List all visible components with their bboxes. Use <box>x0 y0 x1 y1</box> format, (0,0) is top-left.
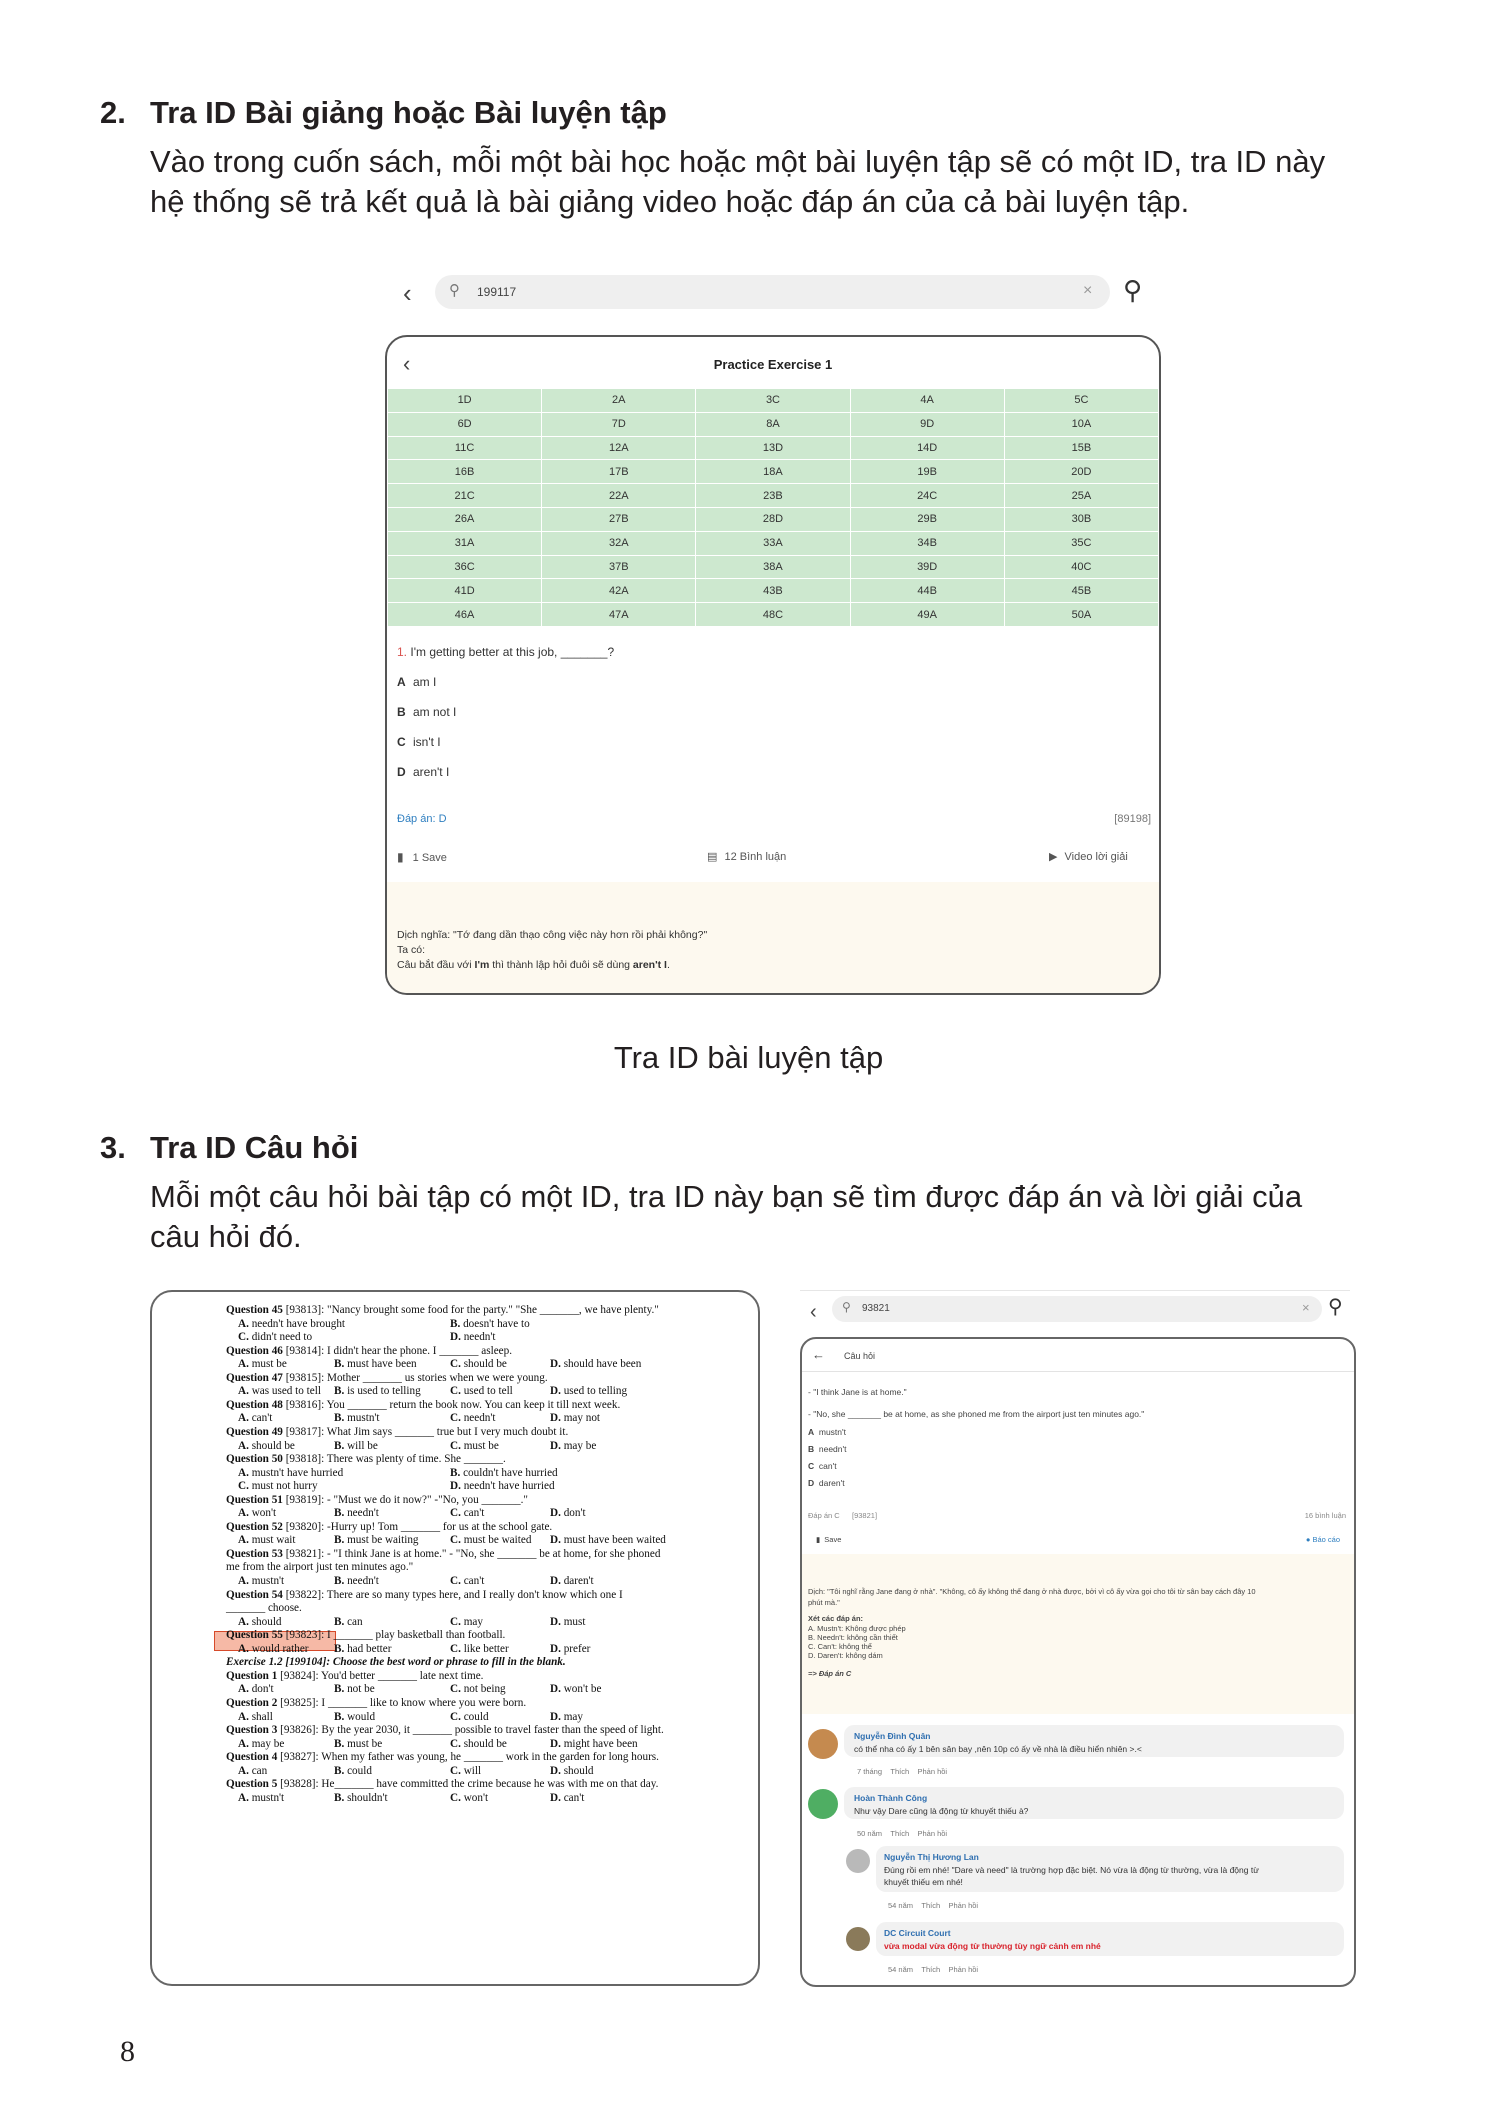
page-number: 8 <box>120 2035 135 2068</box>
question-line: Question 51 [93819]: - "Must we do it now?" -"No, you _______." <box>226 1493 528 1506</box>
search-bar-1 <box>395 275 1155 315</box>
answer-option: D. should <box>550 1764 594 1777</box>
answer-option: C. used to tell <box>450 1385 513 1398</box>
answer-option: D. must have been waited <box>550 1534 666 1547</box>
answer-option: D. may not <box>550 1412 601 1425</box>
answer-option: D. daren't <box>550 1575 594 1587</box>
question-line: Question 4 [93827]: When my father was young, he _______ work in the garden for long hours. <box>226 1751 659 1764</box>
question-line: Question 3 [93826]: By the year 2030, it _______ possible to travel faster than the speed of light. <box>226 1724 664 1737</box>
answer-row <box>388 460 1159 484</box>
answer-cell: 23B <box>696 484 850 508</box>
answer-cell: 25A <box>1004 484 1158 508</box>
caption-practice: Tra ID bài luyện tập <box>613 1040 884 1075</box>
question-stem: 1. I'm getting better at this job, _______? <box>397 645 615 659</box>
option-a[interactable]: A am I <box>397 675 437 689</box>
practice-exercise-panel <box>385 335 1161 995</box>
question-line: _______ choose. <box>226 1602 302 1615</box>
answer-cell: 19B <box>850 460 1004 484</box>
answer-option: A. don't <box>238 1683 274 1696</box>
answer-cell: 6D <box>388 412 542 436</box>
answer-option: D. can't <box>550 1791 585 1804</box>
answer-cell: 1D <box>388 389 542 413</box>
panel-header <box>387 337 1159 389</box>
play-icon: ▶ <box>1049 851 1058 863</box>
answer-option: C. must be <box>450 1439 499 1452</box>
answer-cell: 20D <box>1004 460 1158 484</box>
search-field[interactable] <box>435 275 1110 309</box>
answer-option: D. might have been <box>550 1737 638 1750</box>
panel-back-icon[interactable]: ‹ <box>403 351 411 376</box>
avatar[interactable] <box>808 1789 838 1819</box>
answer-option: B. not be <box>334 1683 375 1696</box>
answer-cell: 4A <box>850 389 1004 413</box>
answer-option: C. can't <box>450 1507 485 1520</box>
answer-label: Đáp án: D <box>397 813 447 825</box>
answer-cell: 33A <box>696 531 850 555</box>
answer-option: C. must not hurry <box>238 1480 318 1493</box>
answer-option: D. prefer <box>550 1642 591 1655</box>
answer-option: C. could <box>450 1710 489 1723</box>
answer-option: D. needn't <box>450 1331 496 1344</box>
answer-cell: 32A <box>542 531 696 555</box>
option-b[interactable]: B needn't <box>808 1444 847 1454</box>
question-line: Question 46 [93814]: I didn't hear the phone. I _______ asleep. <box>226 1344 513 1357</box>
answer-cell: 28D <box>696 507 850 531</box>
question-id: [89198] <box>1114 813 1151 825</box>
search-icon: ⚲ <box>842 1300 851 1314</box>
answer-cell: 47A <box>542 603 696 627</box>
answer-cell: 10A <box>1004 412 1158 436</box>
answer-cell: 8A <box>696 412 850 436</box>
clear-icon[interactable]: × <box>1083 282 1093 299</box>
answer-cell: 3C <box>696 389 850 413</box>
option-c[interactable]: C isn't I <box>397 735 441 749</box>
answer-cell: 36C <box>388 555 542 579</box>
answer-cell: 40C <box>1004 555 1158 579</box>
answer-option: B. shouldn't <box>334 1791 388 1804</box>
answer-option: C. must be waited <box>450 1534 532 1547</box>
option-c[interactable]: C can't <box>808 1461 837 1471</box>
answer-option: C. should be <box>450 1737 507 1750</box>
answer-option: C. won't <box>450 1791 489 1804</box>
answer-cell: 15B <box>1004 436 1158 460</box>
avatar[interactable] <box>808 1729 838 1759</box>
answer-option: A. can't <box>238 1412 273 1425</box>
option-d[interactable]: D aren't I <box>397 765 450 779</box>
answer-option: B. will be <box>334 1439 378 1452</box>
answer-cell: 44B <box>850 579 1004 603</box>
answer-option: B. mustn't <box>334 1412 380 1425</box>
answer-option: A. won't <box>238 1507 277 1520</box>
answer-cell: 37B <box>542 555 696 579</box>
back-arrow-icon[interactable]: ← <box>812 1347 825 1362</box>
answer-cell: 21C <box>388 484 542 508</box>
answer-cell: 31A <box>388 531 542 555</box>
answer-cell: 9D <box>850 412 1004 436</box>
answer-cell: 50A <box>1004 603 1158 627</box>
answer-row <box>388 555 1159 579</box>
answer-option: C. like better <box>450 1642 509 1655</box>
answer-cell: 18A <box>696 460 850 484</box>
question-line: Question 45 [93813]: "Nancy brought some food for the party." "She _______, we have plenty." <box>226 1304 659 1316</box>
answer-cell: 46A <box>388 603 542 627</box>
answer-cell: 2A <box>542 389 696 413</box>
answer-option: B. needn't <box>334 1575 379 1587</box>
exercise-heading: Exercise 1.2 [199104]: Choose the best word or phrase to fill in the blank. <box>226 1656 566 1669</box>
answer-option: B. is used to telling <box>334 1385 421 1398</box>
answer-option: B. must be <box>334 1737 383 1750</box>
answer-cell: 13D <box>696 436 850 460</box>
answer-option: C. didn't need to <box>238 1331 313 1344</box>
answer-row <box>388 579 1159 603</box>
answer-cell: 39D <box>850 555 1004 579</box>
answer-option: D. needn't have hurried <box>450 1480 555 1493</box>
section-3-title: 3. Tra ID Câu hỏi <box>100 1130 359 1165</box>
question-line: Question 49 [93817]: What Jim says _______ true but I very much doubt it. <box>226 1425 569 1438</box>
question-line: Question 48 [93816]: You _______ return the book now. You can keep it till next week. <box>226 1398 621 1411</box>
answer-option: D. should have been <box>550 1358 642 1371</box>
question-line: Question 5 [93828]: He_______ have committed the crime because he was with me on that day. <box>226 1778 659 1791</box>
workbook-scan <box>150 1290 760 1986</box>
answer-row <box>388 603 1159 627</box>
question-line: Question 1 [93824]: You'd better _______ late next time. <box>226 1669 484 1682</box>
explanation-box: Dịch: "Tôi nghĩ rằng Jane đang ở nhà". "Không, cô ấy không thể đang ở nhà được, bởi vì cô ấy vừa gọi cho tôi từ sân bay cách đây 10 phút mà." Xét các đáp án: A. Mustn't: Không được phép B. Needn't: không cần thiết C. Can't: không thể D. Daren't: không dám => Đáp án C <box>802 1554 1354 1714</box>
answer-cell: 27B <box>542 507 696 531</box>
answer-option: D. don't <box>550 1507 586 1520</box>
clear-icon[interactable]: × <box>1302 1300 1310 1315</box>
question-detail-panel: ← Câu hỏi - "I think Jane is at home." - "No, she _______ be at home, as she phoned me from the airport just ten minutes ago." A mustn't B needn't C can't D daren't Đáp án C [93821] 16 bình luận ▮ Save ● Báo cáo Dịch: "Tôi nghĩ rằng Jane đang ở nhà". "Không, cô ấy không thể đang ở nhà được, bởi vì cô ấy vừa gọi cho tôi từ sân bay cách đây 10 phút mà." Xét các đáp án: A. Mustn't: Không được phép B. Needn't: không cần thiết C. Can't: không thể D. Daren't: không dám => Đáp án C Nguyễn Đình Quân có thể nha có ấy 1 bên sân bay ,nên 10p có ấy về nhà là điều hiển nhiên >.< 7 tháng Thích Phản hồi Hoàn Thành Công Như vậy Dare cũng là động từ khuyết thiếu à? 50 năm Thích Phản hồi Nguyễn Thị Hương Lan Đúng rồi em nhé! "Dare và need" là trường hợp đặc biệt. Nó vừa là động từ thường, vừa là động từ khuyết thiếu em nhé! 54 năm Thích Phản hồi DC Circuit Court vừa modal vừa động từ thường tùy ngữ cảnh em nhé 54 năm Thích Phản hồi <box>800 1337 1356 1987</box>
search-button-icon[interactable]: ⚲ <box>1328 1296 1343 1318</box>
answer-cell: 24C <box>850 484 1004 508</box>
answer-option: D. must <box>550 1615 586 1628</box>
explanation-box: Dịch nghĩa: "Tớ đang dần thạo công việc này hơn rồi phải không?" Ta có: Câu bắt đầu với I'm thì thành lập hỏi đuôi sẽ dùng aren't I. <box>387 882 1159 995</box>
question-line: Question 2 [93825]: I _______ like to know where you were born. <box>226 1696 527 1709</box>
option-a[interactable]: A mustn't <box>808 1427 847 1437</box>
answer-option: B. would <box>334 1710 376 1723</box>
answer-cell: 35C <box>1004 531 1158 555</box>
avatar[interactable] <box>846 1849 870 1873</box>
video-solution-button[interactable]: ▶ Video lời giải <box>1049 851 1128 863</box>
save-button[interactable]: ▮ 1 Save <box>397 850 447 864</box>
section-3-text: Mỗi một câu hỏi bài tập có một ID, tra ID này bạn sẽ tìm được đáp án và lời giải của câu hỏi đó. <box>150 1179 1303 1254</box>
question-line: me from the airport just ten minutes ago." <box>226 1561 414 1574</box>
answer-row <box>388 412 1159 436</box>
answer-option: B. must be waiting <box>334 1534 419 1547</box>
option-b[interactable]: B am not I <box>397 705 457 719</box>
back-arrow-icon[interactable]: ‹ <box>403 278 412 308</box>
answer-option: A. shall <box>238 1710 273 1723</box>
question-line: Question 53 [93821]: - "I think Jane is at home." - "No, she _______ be at home, for she phoned <box>226 1547 661 1560</box>
answer-cell: 41D <box>388 579 542 603</box>
answer-option: A. may be <box>238 1737 285 1750</box>
answer-option: D. may <box>550 1710 583 1723</box>
answer-cell: 12A <box>542 436 696 460</box>
answer-cell: 30B <box>1004 507 1158 531</box>
answer-option: B. must have been <box>334 1358 417 1371</box>
answer-cell: 43B <box>696 579 850 603</box>
save-button[interactable]: ▮ Save <box>816 1535 842 1544</box>
answer-option: A. should be <box>238 1439 295 1452</box>
answer-option: B. doesn't have to <box>450 1317 530 1330</box>
question-line: Question 52 [93820]: -Hurry up! Tom _______ for us at the school gate. <box>226 1520 553 1533</box>
answer-cell: 38A <box>696 555 850 579</box>
answer-cell: 29B <box>850 507 1004 531</box>
answer-option: A. mustn't <box>238 1575 285 1587</box>
answer-option: A. should <box>238 1615 282 1628</box>
answer-row <box>388 531 1159 555</box>
bookmark-icon: ▮ <box>397 850 404 864</box>
answer-option: B. could <box>334 1764 372 1777</box>
section-2-title: 2. Tra ID Bài giảng hoặc Bài luyện tập <box>100 95 667 130</box>
answer-option: C. can't <box>450 1575 485 1587</box>
answer-cell: 26A <box>388 507 542 531</box>
answer-option: B. can <box>334 1615 363 1628</box>
answer-option: A. mustn't have hurried <box>238 1466 344 1479</box>
answer-row <box>388 436 1159 460</box>
panel-header: Câu hỏi <box>844 1351 876 1361</box>
answer-row <box>388 389 1159 413</box>
search-icon: ⚲ <box>449 282 460 299</box>
answer-option: A. needn't have brought <box>238 1317 346 1330</box>
question-line: Question 54 [93822]: There are so many types here, and I really don't know which one I <box>226 1588 623 1601</box>
avatar[interactable] <box>846 1927 870 1951</box>
search-bar-2 <box>800 1290 1350 1330</box>
section-2-text: Vào trong cuốn sách, mỗi một bài học hoặc một bài luyện tập sẽ có một ID, tra ID này hệ thống sẽ trả kết quả là bài giảng video hoặc đáp án của cả bài luyện tập. <box>150 144 1326 219</box>
report-button[interactable]: ● Báo cáo <box>1305 1535 1340 1544</box>
answer-option: C. needn't <box>450 1412 496 1425</box>
answer-row <box>388 484 1159 508</box>
answer-cell: 17B <box>542 460 696 484</box>
question-line: Question 47 [93815]: Mother _______ us stories when we were young. <box>226 1371 548 1384</box>
answer-option: B. had better <box>334 1642 392 1655</box>
answer-option: A. would rather <box>238 1642 309 1655</box>
answer-cell: 42A <box>542 579 696 603</box>
option-d[interactable]: D daren't <box>808 1478 845 1488</box>
answer-table <box>387 388 1159 627</box>
search-field-2[interactable]: ⚲ 93821 × <box>832 1296 1322 1322</box>
comments-button[interactable]: ▤ 12 Bình luận <box>707 851 787 863</box>
answer-option: D. may be <box>550 1439 597 1452</box>
answer-cell: 34B <box>850 531 1004 555</box>
answer-option: C. will <box>450 1764 482 1777</box>
answer-cell: 5C <box>1004 389 1158 413</box>
answer-option: D. won't be <box>550 1683 602 1696</box>
answer-option: C. not being <box>450 1683 506 1696</box>
answer-option: B. needn't <box>334 1507 379 1520</box>
search-value: 199117 <box>477 285 517 299</box>
question-line: Question 50 [93818]: There was plenty of time. She _______. <box>226 1453 506 1466</box>
answer-option: A. must be <box>238 1358 287 1371</box>
search-button-icon[interactable]: ⚲ <box>1123 275 1143 305</box>
answer-cell: 11C <box>388 436 542 460</box>
answer-cell: 48C <box>696 603 850 627</box>
answer-cell: 7D <box>542 412 696 436</box>
answer-cell: 45B <box>1004 579 1158 603</box>
answer-option: C. should be <box>450 1358 507 1371</box>
comment-icon: ▤ <box>707 851 718 863</box>
back-arrow-icon[interactable]: ‹ <box>810 1301 817 1323</box>
answer-option: B. couldn't have hurried <box>450 1466 558 1479</box>
answer-option: D. used to telling <box>550 1385 628 1398</box>
panel-title: Practice Exercise 1 <box>713 357 833 372</box>
answer-option: A. mustn't <box>238 1791 285 1804</box>
answer-option: A. can <box>238 1764 268 1777</box>
answer-cell: 16B <box>388 460 542 484</box>
answer-option: A. was used to tell <box>238 1385 321 1398</box>
answer-row <box>388 507 1159 531</box>
answer-cell: 22A <box>542 484 696 508</box>
answer-cell: 49A <box>850 603 1004 627</box>
question-line: Question 55 [93823]: I _______ play basketball than football. <box>226 1629 506 1642</box>
answer-option: A. must wait <box>238 1534 296 1547</box>
answer-option: C. may <box>450 1615 483 1628</box>
answer-cell: 14D <box>850 436 1004 460</box>
